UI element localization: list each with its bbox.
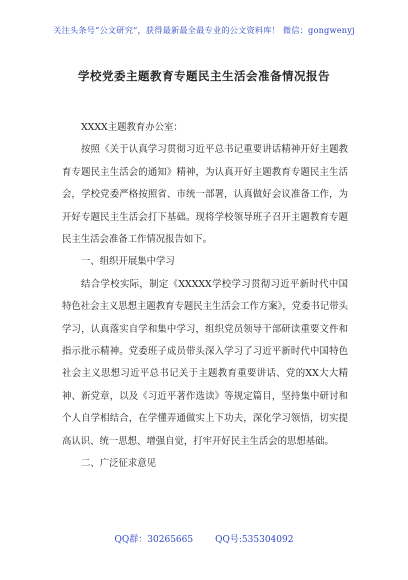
header-banner-text: 关注头条号“公文研究”，获得最新最全最专业的公文资料库！ 微信：gongwenyj (53, 25, 355, 35)
section-body-1: 结合学校实际，制定《XXXXX学校学习贯彻习近平新时代中国特色社会主义思想主题教育专题民主生活会工作方案》，党委书记带头学习，认真落实自学和集中学习，组织党员领导干部研读重要文件和指示批示精神。党委班子成员带头深入学习了习近平新时代中国特色社会主义思想习近平总书记关于主题教育重要讲话、党的XX大大精神、新党章，以及《习近平著作选读》等规定篇目，坚持集中研讨和个人自学相结合，在学懂弄通做实上下功夫，深化学习领悟，切实提高认识、统一思想、增强自觉，打牢开好民主生活会的思想基础。 (62, 278, 348, 447)
salutation: XXXX主题教育办公室： (81, 122, 183, 133)
footer-qq-group: QQ群：30265665 (114, 535, 194, 545)
header-banner (10, 25, 398, 36)
document-body (62, 117, 348, 476)
section-heading-2: 二、广泛征求意见 (81, 458, 157, 470)
footer-contact (0, 532, 408, 545)
document-title: 学校党委主题教育专题民主生活会准备情况报告 (78, 69, 330, 83)
section-heading-1: 一、组织开展集中学习 (81, 256, 175, 268)
footer-qq-number: QQ号:535304092 (215, 535, 294, 545)
intro-paragraph: 按照《关于认真学习贯彻习近平总书记重要讲话精神开好主题教育专题民主生活会的通知》精神，为认真开好主题教育专题民主生活会，学校党委严格按照省、市统一部署，认真做好会议准备工作，为开好专题民主生活会打下基础。现将学校领导班子召开主题教育专题民主生活会准备工作情况报告如下。 (62, 144, 348, 246)
